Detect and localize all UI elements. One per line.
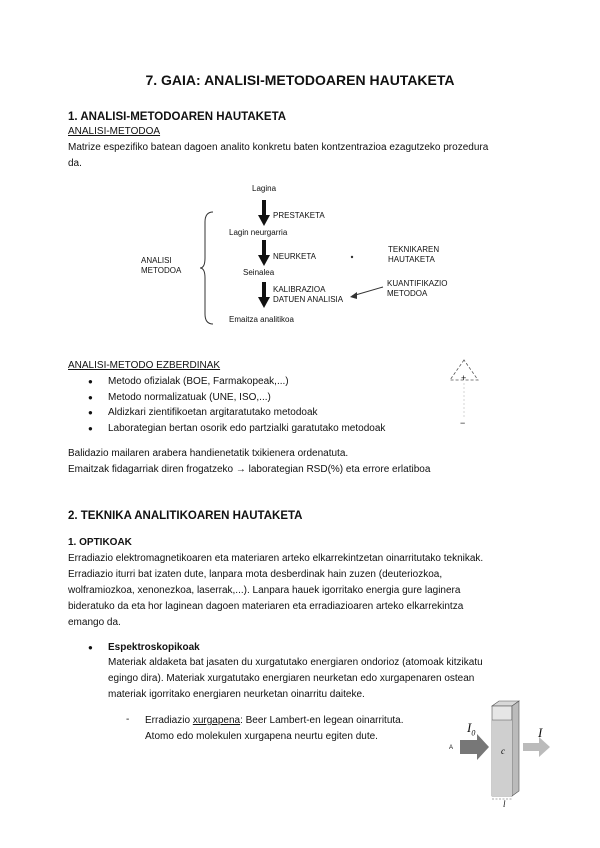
definition-text: Matrize espezifiko batean dagoen analito konkretu baten kontzentrazioa ezagutzeko prozedura da. (68, 142, 489, 169)
metodoak-list (88, 374, 428, 436)
label-c: c (501, 746, 505, 756)
note-balidazio: Balidazio mailaren arabera handienetatik txikienera ordenatuta. (68, 448, 349, 459)
list-item: ● Metodo ofizialak (BOE, Farmakopeak,...) (88, 374, 428, 390)
label-emaitza: Emaitza analitikoa (229, 315, 294, 324)
label-I0-base: I (467, 720, 472, 735)
label-seinalea: Seinalea (243, 268, 275, 277)
list-item: ● Laborategian bertan osorik edo partzialki garatutako metodoak (88, 421, 428, 437)
side-label-line1: ANALISI (141, 256, 172, 265)
label-l: l (503, 799, 506, 809)
label-I0 (467, 720, 475, 738)
note-emaitzak: Emaitzak fidagarriak diren frogatzeko → laborategian RSD(%) eta errore erlatiboa (68, 464, 431, 475)
label-kalibrazioa-line1: KALIBRAZIOA (273, 285, 326, 294)
list-item-espektroskopikoak: ● Espektroskopikoak (88, 640, 498, 656)
subheading-analisi-metodoa: ANALISI-METODOA (68, 126, 161, 137)
section-2-heading: 2. TEKNIKA ANALITIKOAREN HAUTAKETA (68, 510, 303, 522)
label-kalibrazioa-line2: DATUEN ANALISIA (273, 295, 344, 304)
dot-marker (351, 256, 353, 258)
section-1-heading: 1. ANALISI-METODOAREN HAUTAKETA (68, 111, 287, 123)
label-lagina: Lagina (252, 184, 277, 193)
arrow-prestaketa (258, 200, 270, 226)
list-item: ● Metodo normalizatuak (UNE, ISO,...) (88, 390, 428, 406)
label-lagin-neurgarria: Lagin neurgarria (229, 228, 288, 237)
espektro-text: Materiak aldaketa bat jasaten du xurgatutako energiaren ondorioz (atomoak kitzikatu egingo dira). Materiak xurgatutako energiaren neurketan edo xurgapenaren ostean materiak igorritako energiaren neurketan oinarritu daiteke. (108, 657, 483, 700)
label-teknika-line2: HAUTAKETA (388, 255, 435, 264)
page-title: 7. GAIA: ANALISI-METODOAREN HAUTAKETA (145, 72, 455, 88)
label-I: I (538, 725, 543, 740)
beer-lambert-figure (445, 700, 565, 810)
optikoak-heading: 1. OPTIKOAK (68, 537, 132, 548)
triangle-plus-sign: + (461, 373, 467, 383)
triangle-minus-sign: − (460, 418, 466, 428)
xurgapena-line2: Atomo edo molekulen xurgapena neurtu egiten dute. (145, 731, 378, 742)
arrow-kalibrazioa (258, 282, 270, 308)
arrow-neurketa (258, 240, 270, 266)
label-A: A (449, 745, 454, 751)
label-kuanti-line1: KUANTIFIKAZIO (387, 279, 448, 288)
xurgapena-pre: Erradiazio (145, 715, 193, 726)
arrow-kuanti-head (350, 292, 357, 299)
label-kuanti-line2: METODOA (387, 289, 428, 298)
label-neurketa: NEURKETA (273, 252, 316, 261)
list-item: ● Aldizkari zientifikoetan argitaratutako metodoak (88, 405, 428, 421)
cuvette-graphic (445, 700, 565, 810)
side-label-line2: METODOA (141, 266, 182, 275)
espektro-list (88, 640, 498, 656)
label-teknika-line1: TEKNIKAREN (388, 245, 440, 254)
metodoak-heading: ANALISI-METODO EZBERDINAK (68, 360, 221, 371)
dash-marker: - (126, 714, 130, 725)
optikoak-text: Erradiazio elektromagnetikoaren eta materiaren arteko elkarrekintzetan oinarritutako teknikak. Erradiazio iturri bat izaten dute, lanpara mota desberdinak hain zuzen (deuteriozkoa, wolframiozkoa, xenonezkoa, laserrak,...). Lanpara hauek igorritako energia gure laginera bideratuko da eta hor laginean dagoen materiaren eta erradiazioaren arteko elkarrekintza emango da. (68, 553, 484, 628)
label-I0-sub: 0 (471, 728, 476, 738)
xurgapena-line (145, 713, 404, 729)
brace-shape (200, 212, 213, 324)
xurgapena-post: : Beer Lambert-en legean oinarrituta. (240, 715, 404, 726)
label-prestaketa: PRESTAKETA (273, 211, 325, 220)
xurgapena-term: xurgapena (192, 715, 241, 726)
